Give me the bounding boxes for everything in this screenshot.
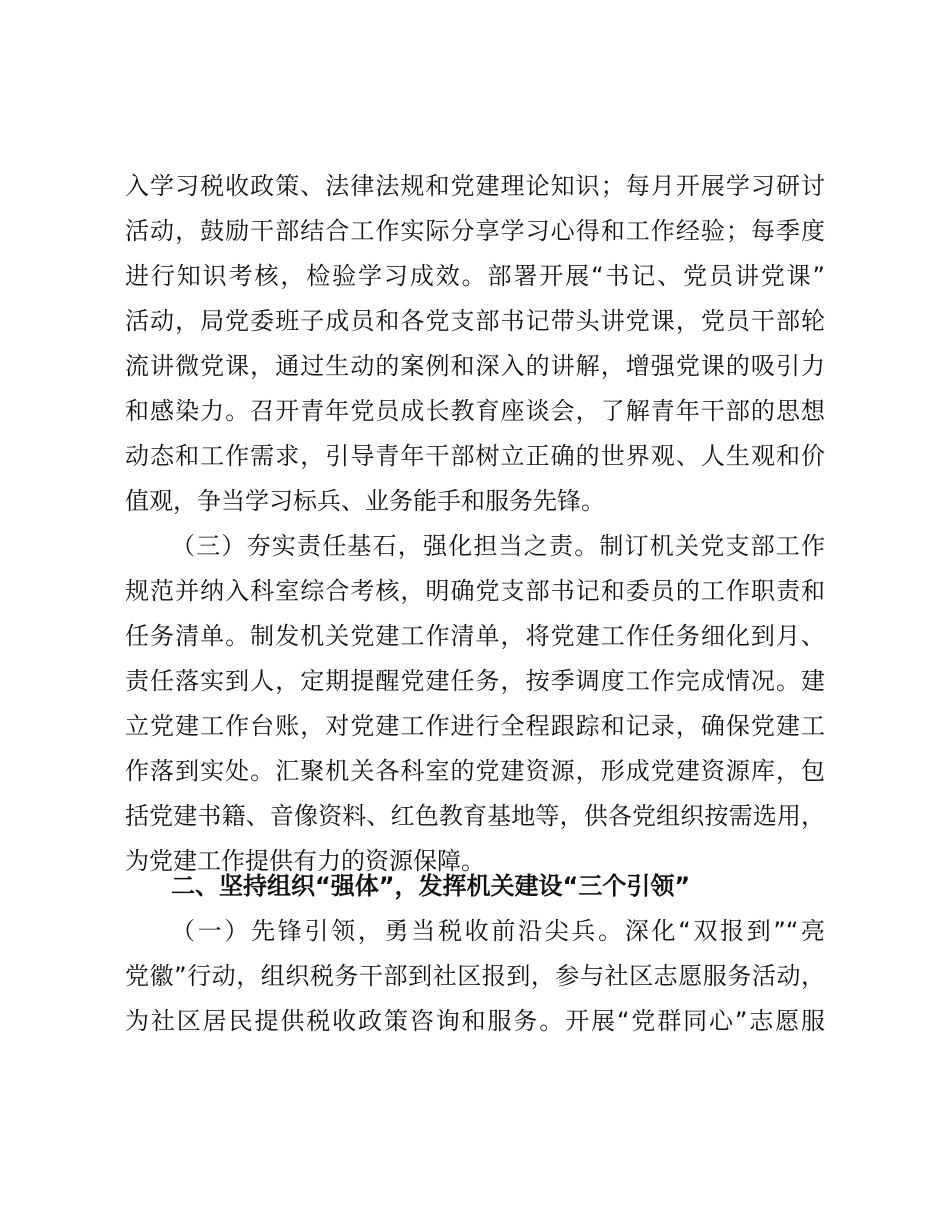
body-line: 活动，鼓励干部结合工作实际分享学习心得和工作经验；每季度 (125, 217, 825, 245)
body-line: 党徽”行动，组织税务干部到社区报到，参与社区志愿服务活动， (125, 962, 825, 990)
body-line: 入学习税收政策、法律法规和党建理论知识；每月开展学习研讨 (125, 172, 825, 200)
body-line: 作落到实处。汇聚机关各科室的党建资源，形成党建资源库，包 (125, 757, 825, 785)
body-line: 动态和工作需求，引导青年干部树立正确的世界观、人生观和价 (125, 442, 825, 470)
body-line: 为社区居民提供税收政策咨询和服务。开展“党群同心”志愿服 (125, 1007, 825, 1035)
body-line: 责任落实到人，定期提醒党建任务，按季调度工作完成情况。建 (125, 667, 825, 695)
body-line: 立党建工作台账，对党建工作进行全程跟踪和记录，确保党建工 (125, 712, 825, 740)
body-line: 任务清单。制发机关党建工作清单，将党建工作任务细化到月、 (125, 622, 825, 650)
section-heading: 二、坚持组织“强体”，发挥机关建设“三个引领” (171, 872, 691, 900)
body-line: 进行知识考核，检验学习成效。部署开展“书记、党员讲党课” (125, 262, 825, 290)
body-line: 活动，局党委班子成员和各党支部书记带头讲党课，党员干部轮 (125, 307, 825, 335)
body-line: 和感染力。召开青年党员成长教育座谈会，了解青年干部的思想 (125, 397, 825, 425)
body-line: 为党建工作提供有力的资源保障。 (125, 847, 485, 875)
subheading-line: （三）夯实责任基石，强化担当之责。制订机关党支部工作 (171, 532, 825, 560)
body-line: 括党建书籍、音像资料、红色教育基地等，供各党组织按需选用， (125, 802, 825, 830)
body-line: 流讲微党课，通过生动的案例和深入的讲解，增强党课的吸引力 (125, 352, 825, 380)
body-line: 规范并纳入科室综合考核，明确党支部书记和委员的工作职责和 (125, 577, 825, 605)
body-line: 值观，争当学习标兵、业务能手和服务先锋。 (125, 487, 605, 515)
subheading-line: （一）先锋引领，勇当税收前沿尖兵。深化“双报到”“亮 (171, 917, 825, 945)
